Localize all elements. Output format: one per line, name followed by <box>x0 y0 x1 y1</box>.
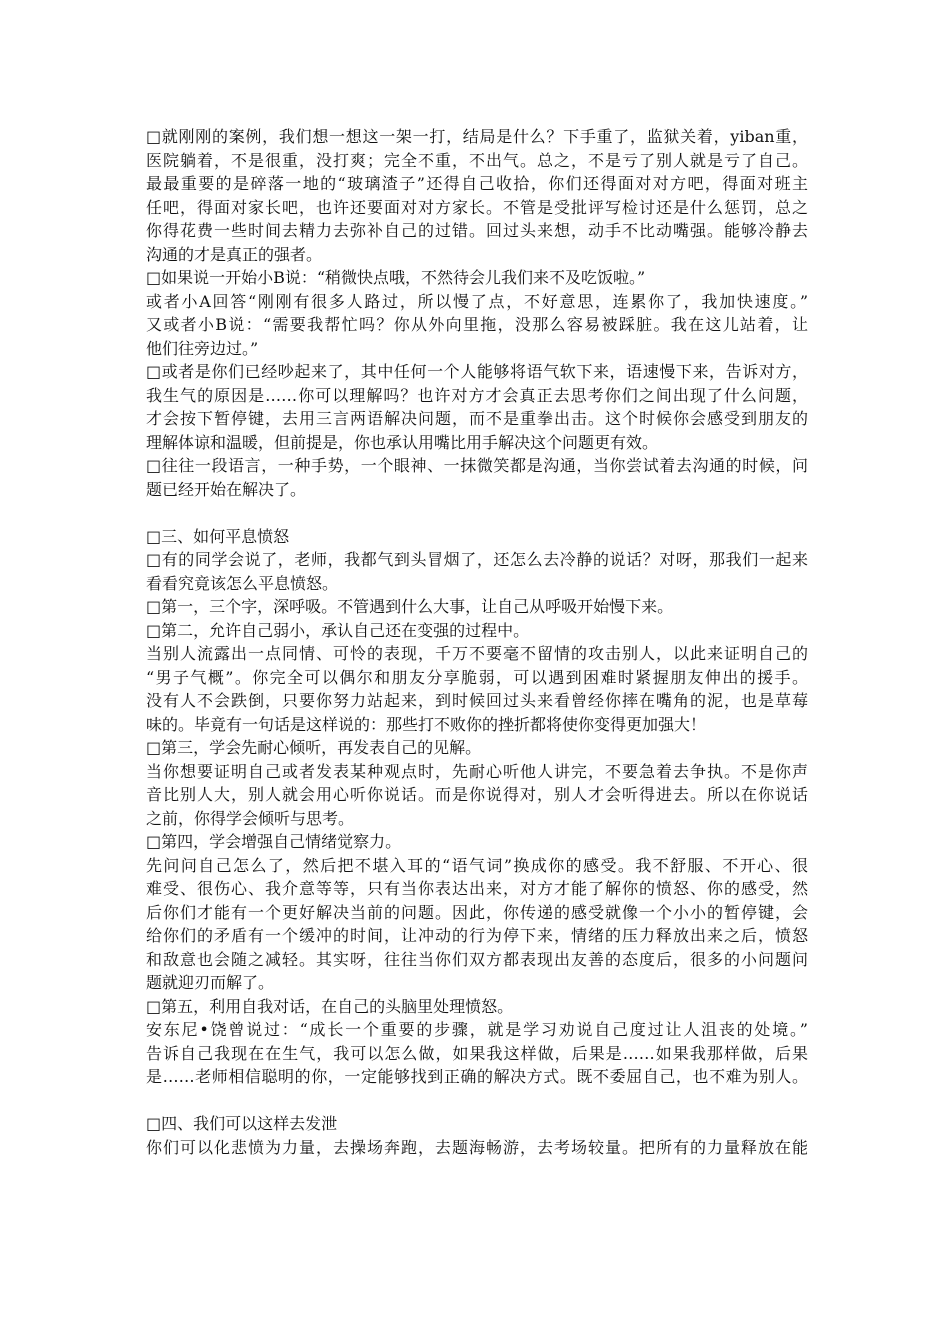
text-line: 沟通的才是真正的强者。 <box>146 244 323 264</box>
text-line: □有的同学会说了，老师，我都气到头冒烟了，还怎么去冷静的说话？对呀，那我们一起来 <box>146 550 808 569</box>
text-line: 又或者小B说：“需要我帮忙吗？你从外向里拖，没那么容易被踩脏。我在这儿站着，让 <box>146 315 808 334</box>
text-line: 题已经开始在解决了。 <box>146 479 307 499</box>
text-line: 理解体谅和温暖，但前提是，你也承认用嘴比用手解决这个问题更有效。 <box>146 432 659 452</box>
text-line: 你得花费一些时间去精力去弥补自己的过错。回过头来想，动手不比动嘴强。能够冷静去 <box>146 221 808 240</box>
text-line: 之前，你得学会倾听与思考。 <box>146 808 355 828</box>
text-line: □就刚刚的案例，我们想一想这一架一打，结局是什么？下手重了，监狱关着，yiban重， <box>146 127 808 146</box>
text-line: 和敌意也会随之减轻。其实呀，往往当你们双方都表现出友善的态度后，很多的小问题问 <box>146 949 808 969</box>
text-line: □第三，学会先耐心倾听，再发表自己的见解。 <box>146 738 482 757</box>
document-body <box>146 125 808 1159</box>
text-line: “男子气概”。你完全可以偶尔和朋友分享脆弱，可以遇到困难时紧握朋友伸出的援手。 <box>146 667 808 687</box>
text-line: 后你们才能有一个更好解决当前的问题。因此，你传递的感受就像一个小小的暂停键，会 <box>146 902 808 922</box>
text-line: 音比别人大，别人就会用心听你说话。而是你说得对，别人才会听得进去。所以在你说话 <box>146 785 808 804</box>
text-line: 最最重要的是碎落一地的“玻璃渣子”还得自己收拾，你们还得面对对方吧，得面对班主 <box>146 174 808 193</box>
text-line: □四、我们可以这样去发泄 <box>146 1114 338 1133</box>
text-line: 先问问自己怎么了，然后把不堪入耳的“语气词”换成你的感受。我不舒服、不开心、很 <box>146 855 808 875</box>
text-line: 题就迎刃而解了。 <box>146 973 275 992</box>
text-line: 我生气的原因是……你可以理解吗？也许对方才会真正去思考你们之间出现了什么问题， <box>146 385 808 405</box>
text-line: □往往一段语言，一种手势，一个眼神、一抹微笑都是沟通，当你尝试着去沟通的时候，问 <box>146 456 808 475</box>
text-line: 当你想要证明自己或者发表某种观点时，先耐心听他人讲完，不要急着去争执。不是你声 <box>146 761 808 781</box>
text-line: 才会按下暂停键，去用三言两语解决问题，而不是重拳出击。这个时候你会感受到朋友的 <box>146 409 808 428</box>
text-line: 医院躺着，不是很重，没打爽；完全不重，不出气。总之，不是亏了别人就是亏了自己。 <box>146 150 808 170</box>
text-line: □第五，利用自我对话，在自己的头脑里处理愤怒。 <box>146 996 514 1016</box>
text-line: 他们往旁边过。” <box>146 338 259 358</box>
text-line: 告诉自己我现在在生气，我可以怎么做，如果我这样做，后果是……如果我那样做，后果 <box>146 1043 808 1063</box>
text-line: 味的。毕竟有一句话是这样说的：那些打不败你的挫折都将使你变得更加强大！ <box>146 714 707 734</box>
text-line: 没有人不会跌倒，只要你努力站起来，到时候回过头来看曾经你摔在嘴角的泥，也是草莓 <box>146 691 808 710</box>
text-line: 或者小A回答“刚刚有很多人路过，所以慢了点，不好意思，连累你了，我加快速度。” <box>146 291 808 311</box>
text-line: □第四，学会增强自己情绪觉察力。 <box>146 832 402 851</box>
blank-line <box>146 501 808 525</box>
text-line: □第一，三个字，深呼吸。不管遇到什么大事，让自己从呼吸开始慢下来。 <box>146 597 674 616</box>
text-line: 是……老师相信聪明的你，一定能够找到正确的解决方式。既不委屈自己，也不难为别人。 <box>146 1067 808 1086</box>
text-line: □或者是你们已经吵起来了，其中任何一个人能够将语气软下来，语速慢下来，告诉对方， <box>146 362 808 381</box>
text-line: □如果说一开始小B说：“稍微快点哦，不然待会儿我们来不及吃饭啦。” <box>146 268 646 287</box>
text-line: 任吧，得面对家长吧，也许还要面对对方家长。不管是受批评写检讨还是什么惩罚，总之 <box>146 197 808 217</box>
text-line: 难受、很伤心、我介意等等，只有当你表达出来，对方才能了解你的愤怒、你的感受，然 <box>146 879 808 898</box>
text-line: □第二，允许自己弱小，承认自己还在变强的过程中。 <box>146 620 530 640</box>
text-line: 给你们的矛盾有一个缓冲的时间，让冲动的行为停下来，情绪的压力释放出来之后，愤怒 <box>146 926 808 945</box>
text-line: 你们可以化悲愤为力量，去操场奔跑，去题海畅游，去考场较量。把所有的力量释放在能 <box>146 1137 808 1157</box>
text-line: 看看究竟该怎么平息愤怒。 <box>146 573 339 593</box>
text-line: 当别人流露出一点同情、可怜的表现，千万不要毫不留情的攻击别人，以此来证明自己的 <box>146 644 808 663</box>
blank-line <box>146 1089 808 1113</box>
text-line: □三、如何平息愤怒 <box>146 526 290 546</box>
text-line: 安东尼•饶曾说过：“成长一个重要的步骤，就是学习劝说自己度过让人沮丧的处境。” <box>146 1020 808 1039</box>
